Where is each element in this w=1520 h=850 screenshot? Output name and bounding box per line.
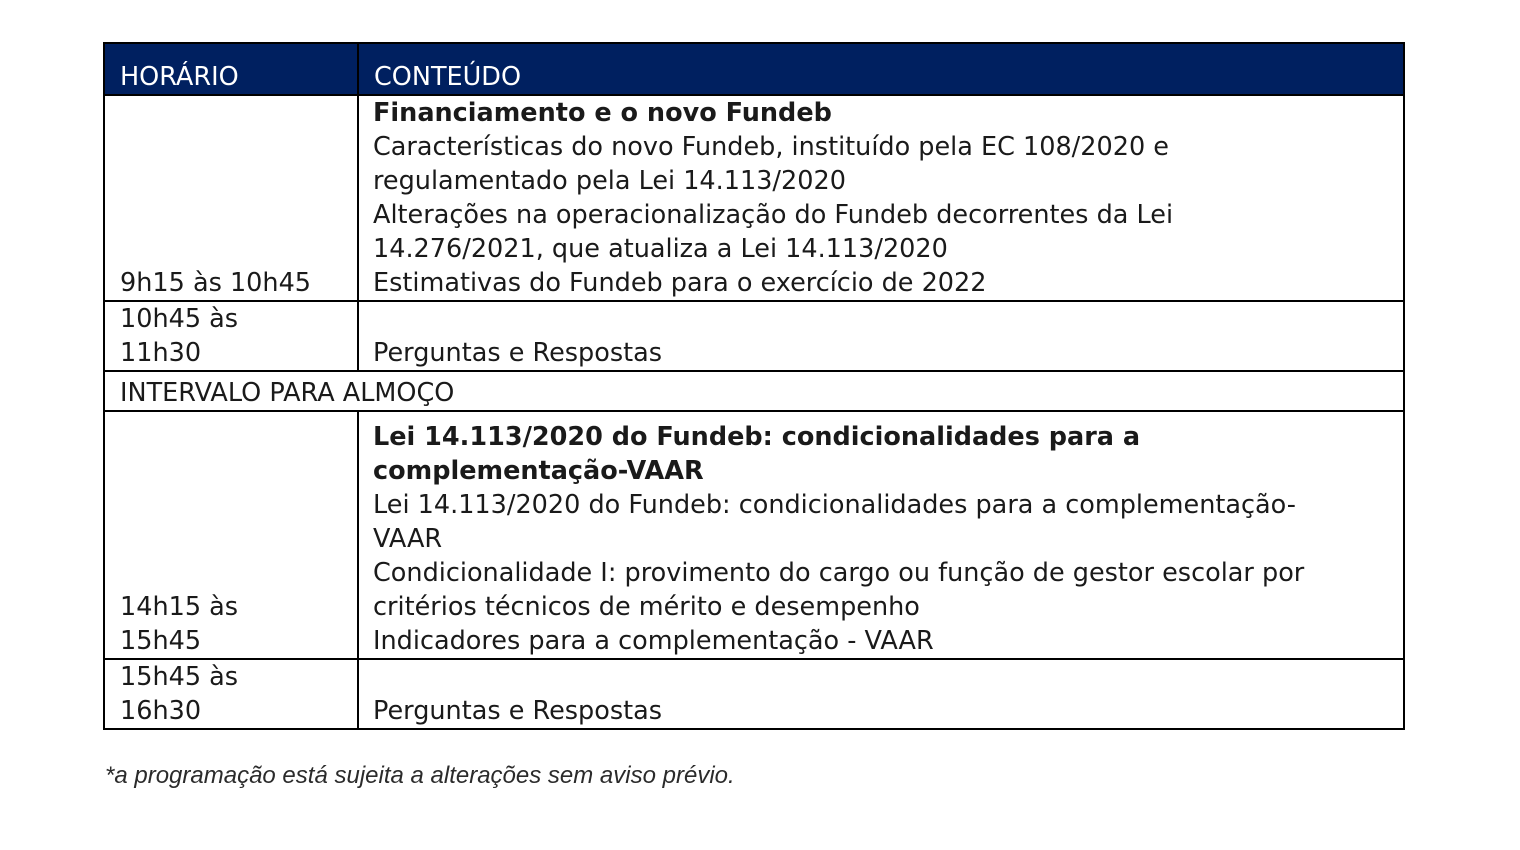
content-cell (358, 659, 1404, 729)
topic-line: Indicadores para a complementação - VAAR (373, 626, 934, 656)
topic-line: 14.276/2021, que atualiza a Lei 14.113/2020 (373, 234, 948, 264)
content-cell (358, 95, 1404, 301)
topic-line: regulamentado pela Lei 14.113/2020 (373, 166, 846, 196)
time-cell (104, 301, 358, 371)
break-label: INTERVALO PARA ALMOÇO (120, 378, 455, 408)
topic-line: Condicionalidade I: provimento do cargo ou função de gestor escolar por (373, 558, 1305, 588)
time-text: 10h45 às (120, 304, 239, 334)
time-text: 15h45 às (120, 662, 239, 692)
topic-line: Estimativas do Fundeb para o exercício de 2022 (373, 268, 987, 298)
content-cell (358, 301, 1404, 371)
content-cell (358, 411, 1404, 659)
topic-line: VAAR (373, 524, 443, 554)
session-title: complementação-VAAR (373, 456, 704, 486)
time-cell (104, 659, 358, 729)
topic-line: Alterações na operacionalização do Fundeb decorrentes da Lei (373, 200, 1174, 230)
table-header-row (104, 43, 1404, 95)
time-text: 9h15 às 10h45 (120, 268, 312, 298)
table-row (104, 95, 1404, 301)
session-title: Financiamento e o novo Fundeb (373, 98, 832, 128)
topic-line: Lei 14.113/2020 do Fundeb: condicionalidades para a complementação- (373, 490, 1296, 520)
session-title: Lei 14.113/2020 do Fundeb: condicionalidades para a (373, 422, 1141, 452)
time-text: 15h45 (120, 626, 202, 656)
schedule-table (103, 42, 1405, 730)
table-row (104, 411, 1404, 659)
table-row (104, 371, 1404, 411)
time-text: 14h15 às (120, 592, 239, 622)
header-time: HORÁRIO (104, 43, 358, 95)
topic-line: critérios técnicos de mérito e desempenho (373, 592, 920, 622)
time-text: 16h30 (120, 696, 202, 726)
time-cell (104, 411, 358, 659)
footnote: *a programação está sujeita a alterações sem aviso prévio. (105, 762, 735, 789)
topic-line: Perguntas e Respostas (373, 338, 663, 368)
table-row (104, 301, 1404, 371)
cell-spacer (373, 412, 1399, 420)
topic-line: Perguntas e Respostas (373, 696, 663, 726)
break-cell (104, 371, 1404, 411)
time-text: 11h30 (120, 338, 202, 368)
header-content: CONTEÚDO (358, 43, 1404, 95)
time-cell (104, 95, 358, 301)
topic-line: Características do novo Fundeb, instituído pela EC 108/2020 e (373, 132, 1169, 162)
table-row (104, 659, 1404, 729)
